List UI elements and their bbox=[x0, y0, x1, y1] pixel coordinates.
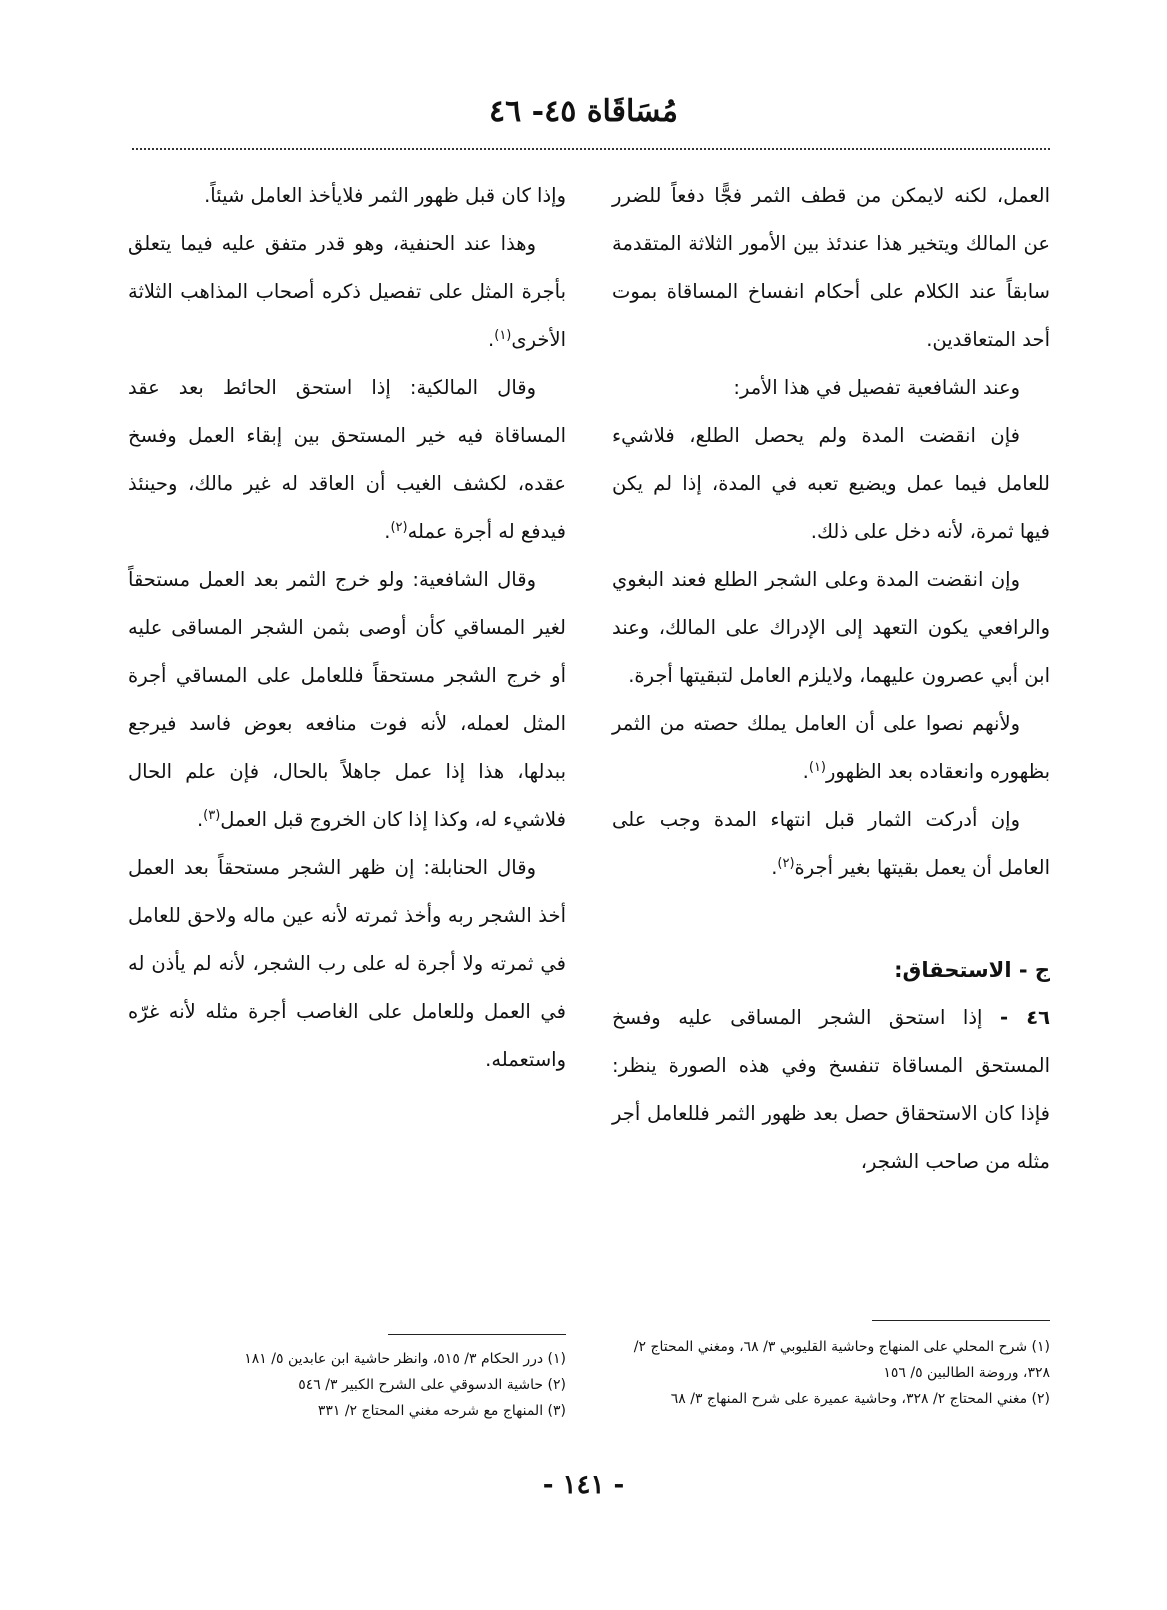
section-heading: ج - الاستحقاق: bbox=[894, 958, 1050, 982]
footnote-ref: (٢) bbox=[390, 520, 408, 535]
footnotes-left bbox=[128, 1346, 566, 1424]
footnote-ref: (١) bbox=[808, 760, 826, 775]
paragraph bbox=[612, 994, 1050, 1186]
footnote: (١) درر الحكام ٣/ ٥١٥، وانظر حاشية ابن عابدين ٥/ ١٨١ bbox=[244, 1351, 566, 1367]
right-column bbox=[612, 172, 1050, 1186]
paragraph: وهذا عند الحنفية، وهو قدر متفق عليه فيما يتعلق بأجرة المثل على تفصيل ذكره أصحاب المذاهب الثلاثة الأخرى$^{(١)}$. bbox=[128, 232, 566, 351]
paragraph: فإن انقضت المدة ولم يحصل الطلع، فلاشيء للعامل فيما عمل ويضيع تعبه في المدة، إذا لم يكن فيها ثمرة، لأنه دخل على ذلك. bbox=[612, 424, 1050, 543]
paragraph: العمل، لكنه لايمكن من قطف الثمر فجًّا دفعاً للضرر عن المالك ويتخير هذا عندئذ بين الأمور الثلاثة المتقدمة سابقاً عند الكلام على أحكام انفساخ المساقاة بموت أحد المتعاقدين. bbox=[612, 184, 1050, 351]
footnote: (٣) المنهاج مع شرحه مغني المحتاج ٢/ ٣٣١ bbox=[317, 1403, 566, 1419]
footnotes-right bbox=[612, 1334, 1050, 1412]
paragraph-text: وإن أدركت الثمار قبل انتهاء المدة وجب على العامل أن يعمل بقيتها بغير أجرة bbox=[612, 808, 1050, 879]
page-header-title: مُسَاقَاة ٤٥- ٤٦ bbox=[489, 94, 678, 129]
paragraph-text: وهذا عند الحنفية، وهو قدر متفق عليه فيما يتعلق بأجرة المثل على تفصيل ذكره أصحاب المذاهب الثلاثة الأخرى bbox=[128, 232, 566, 351]
paragraph: ولأنهم نصوا على أن العامل يملك حصته من الثمر بظهوره وانعقاده بعد الظهور$^{(١)}$. bbox=[612, 712, 1050, 783]
section-number: ٤٦ - bbox=[999, 1006, 1050, 1029]
footnote-ref: (١) bbox=[494, 328, 512, 343]
paragraph: وقال المالكية: إذا استحق الحائط بعد عقد المساقاة فيه خير المستحق بين إبقاء العمل وفسخ عقده، لكشف الغيب أن العاقد له غير مالك، وحينئذ فيدفع له أجرة عمله$^{(٢)}$. bbox=[128, 376, 566, 543]
left-column bbox=[128, 172, 566, 1084]
paragraph-text: ولأنهم نصوا على أن العامل يملك حصته من الثمر بظهوره وانعقاده بعد الظهور bbox=[612, 712, 1050, 783]
footnote: (١) شرح المحلي على المنهاج وحاشية القليوبي ٣/ ٦٨، ومغني المحتاج ٢/ ٣٢٨، وروضة الطالبين ٥/ ١٥٦ bbox=[633, 1339, 1050, 1381]
footnote-ref: (٣) bbox=[203, 808, 221, 823]
paragraph: وعند الشافعية تفصيل في هذا الأمر: bbox=[733, 376, 1020, 399]
footnote-ref: (٢) bbox=[777, 856, 795, 871]
footnote-rule-left bbox=[388, 1334, 566, 1335]
paragraph: وإذا كان قبل ظهور الثمر فلايأخذ العامل شيئاً. bbox=[204, 184, 566, 207]
footnote-rule-right bbox=[872, 1320, 1050, 1321]
footnote: (٢) حاشية الدسوقي على الشرح الكبير ٣/ ٥٤٦ bbox=[298, 1377, 566, 1393]
paragraph: وإن أدركت الثمار قبل انتهاء المدة وجب على العامل أن يعمل بقيتها بغير أجرة$^{(٢)}$. bbox=[612, 808, 1050, 879]
paragraph: وقال الحنابلة: إن ظهر الشجر مستحقاً بعد العمل أخذ الشجر ربه وأخذ ثمرته لأنه عين ماله ولاحق للعامل في ثمرته ولا أجرة له على رب الشجر، لأنه لم يأذن له في العمل وللعامل على الغاصب أجرة مثله لأنه غرّه واستعمله. bbox=[128, 856, 566, 1071]
header-dotted-rule bbox=[132, 148, 1050, 150]
paragraph-text: وقال الشافعية: ولو خرج الثمر بعد العمل مستحقاً لغير المساقي كأن أوصى بثمن الشجر المساقى عليه أو خرج الشجر مستحقاً فللعامل على المساقي أجرة المثل لعمله، لأنه فوت منافعه بعوض فاسد فيرجع ببدلها، هذا إذا عمل جاهلاً بالحال، فإن علم الحال فلاشيء له، وكذا إذا كان الخروج قبل العمل bbox=[128, 568, 566, 831]
paragraph-text: وقال المالكية: إذا استحق الحائط بعد عقد المساقاة فيه خير المستحق بين إبقاء العمل وفسخ عقده، لكشف الغيب أن العاقد له غير مالك، وحينئذ فيدفع له أجرة عمله bbox=[128, 376, 566, 543]
paragraph: وإن انقضت المدة وعلى الشجر الطلع فعند البغوي والرافعي يكون التعهد إلى الإدراك على المالك، وعند ابن أبي عصرون عليهما، ولايلزم العامل لتبقيتها أجرة. bbox=[612, 568, 1050, 687]
paragraph-text: إذا استحق الشجر المساقى عليه وفسخ المستحق المساقاة تنفسخ وفي هذه الصورة ينظر: فإذا كان الاستحقاق حصل بعد ظهور الثمر فللعامل أجر مثله من صاحب الشجر، bbox=[612, 1006, 1050, 1173]
paragraph: وقال الشافعية: ولو خرج الثمر بعد العمل مستحقاً لغير المساقي كأن أوصى بثمن الشجر المساقى عليه أو خرج الشجر مستحقاً فللعامل على المساقي أجرة المثل لعمله، لأنه فوت منافعه بعوض فاسد فيرجع ببدلها، هذا إذا عمل جاهلاً بالحال، فإن علم الحال فلاشيء له، وكذا إذا كان الخروج قبل العمل$^{(٣)}$. bbox=[128, 568, 566, 831]
footnote: (٢) مغني المحتاج ٢/ ٣٢٨، وحاشية عميرة على شرح المنهاج ٣/ ٦٨ bbox=[670, 1391, 1050, 1407]
page-number: - ١٤١ - bbox=[542, 1470, 625, 1500]
